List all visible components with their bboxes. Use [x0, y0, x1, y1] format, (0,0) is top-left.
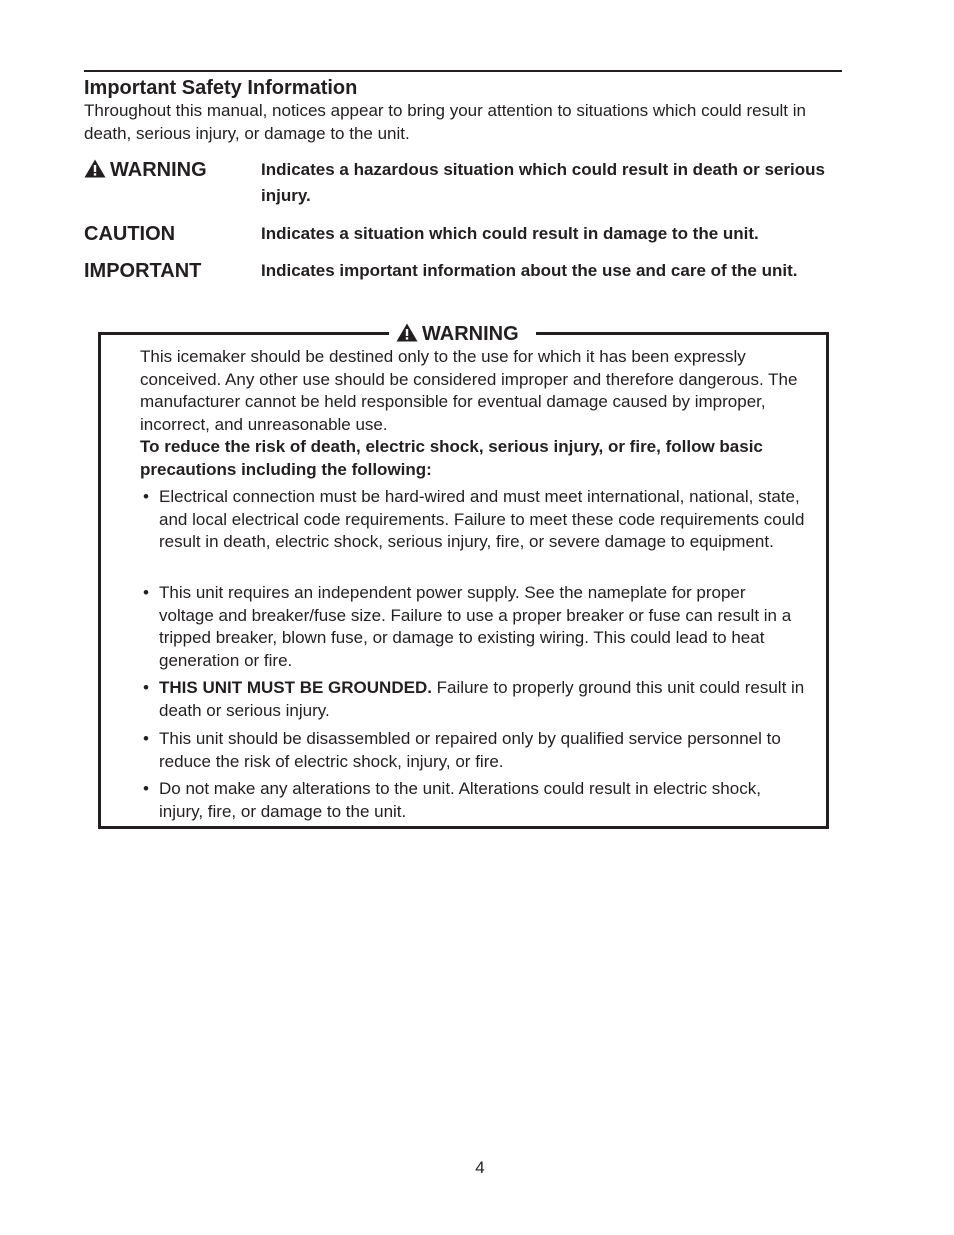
bullet-lead: THIS UNIT MUST BE GROUNDED. [159, 678, 432, 697]
definition-text-caution: Indicates a situation which could result in damage to the unit. [261, 224, 759, 243]
bullet-glyph: • [143, 729, 149, 748]
bullet-glyph: • [143, 779, 149, 798]
warning-box-title-label: WARNING [422, 323, 519, 345]
bullet-glyph: • [143, 487, 149, 506]
warning-triangle-icon [84, 159, 106, 185]
bullet-text: This unit requires an independent power supply. See the nameplate for proper voltage and breaker/fuse size. Failure to use a proper breaker or fuse can result in a tripped breaker, blown fuse, or damage to existing wiring. This could lead to heat generation or fire. [159, 583, 792, 670]
top-rule [84, 70, 842, 72]
definition-term-label: WARNING [110, 159, 207, 181]
definition-term-important: IMPORTANT [84, 260, 202, 282]
bullet-glyph: • [143, 678, 149, 697]
bullet-glyph: • [143, 583, 149, 602]
definition-text-important: Indicates important information about the use and care of the unit. [261, 261, 798, 280]
definition-term-warning [84, 157, 207, 185]
bullet-text: This unit should be disassembled or repaired only by qualified service personnel to reduce the risk of electric shock, injury, or fire. [159, 729, 781, 771]
definition-term-caution: CAUTION [84, 223, 176, 245]
list-item [140, 728, 805, 773]
bullet-text: Do not make any alterations to the unit. Alterations could result in electric shock, injury, fire, or damage to the unit. [159, 779, 761, 821]
warning-box-title [396, 321, 519, 349]
list-item [140, 582, 805, 672]
precautions-heading: To reduce the risk of death, electric shock, serious injury, or fire, follow basic precautions including the following: [140, 437, 763, 479]
list-item [140, 778, 805, 823]
warning-paragraph: This icemaker should be destined only to the use for which it has been expressly conceived. Any other use should be considered improper and therefore dangerous. The manufacturer cannot be held responsible for eventual damage caused by improper, incorrect, and unreasonable use. [140, 347, 798, 434]
list-item [140, 486, 805, 554]
page-number: 4 [475, 1158, 485, 1177]
warning-box-top-border-right [536, 332, 828, 335]
bullet-text: Electrical connection must be hard-wired and must meet international, national, state, and local electrical code requirements. Failure to meet these code requirements could result in death, electric shock, serious injury, fire, or severe damage to equipment. [159, 487, 805, 551]
definition-text-warning: Indicates a hazardous situation which could result in death or serious injury. [261, 160, 825, 205]
intro-paragraph: Throughout this manual, notices appear to bring your attention to situations which could result in death, serious injury, or damage to the unit. [84, 101, 806, 143]
warning-box-top-border-left [98, 332, 389, 335]
bullet-text: Failure to properly ground this unit could result in death or serious injury. [159, 678, 805, 720]
warning-box-body [140, 346, 805, 481]
section-title: Important Safety Information [84, 77, 358, 99]
list-item [140, 677, 805, 722]
